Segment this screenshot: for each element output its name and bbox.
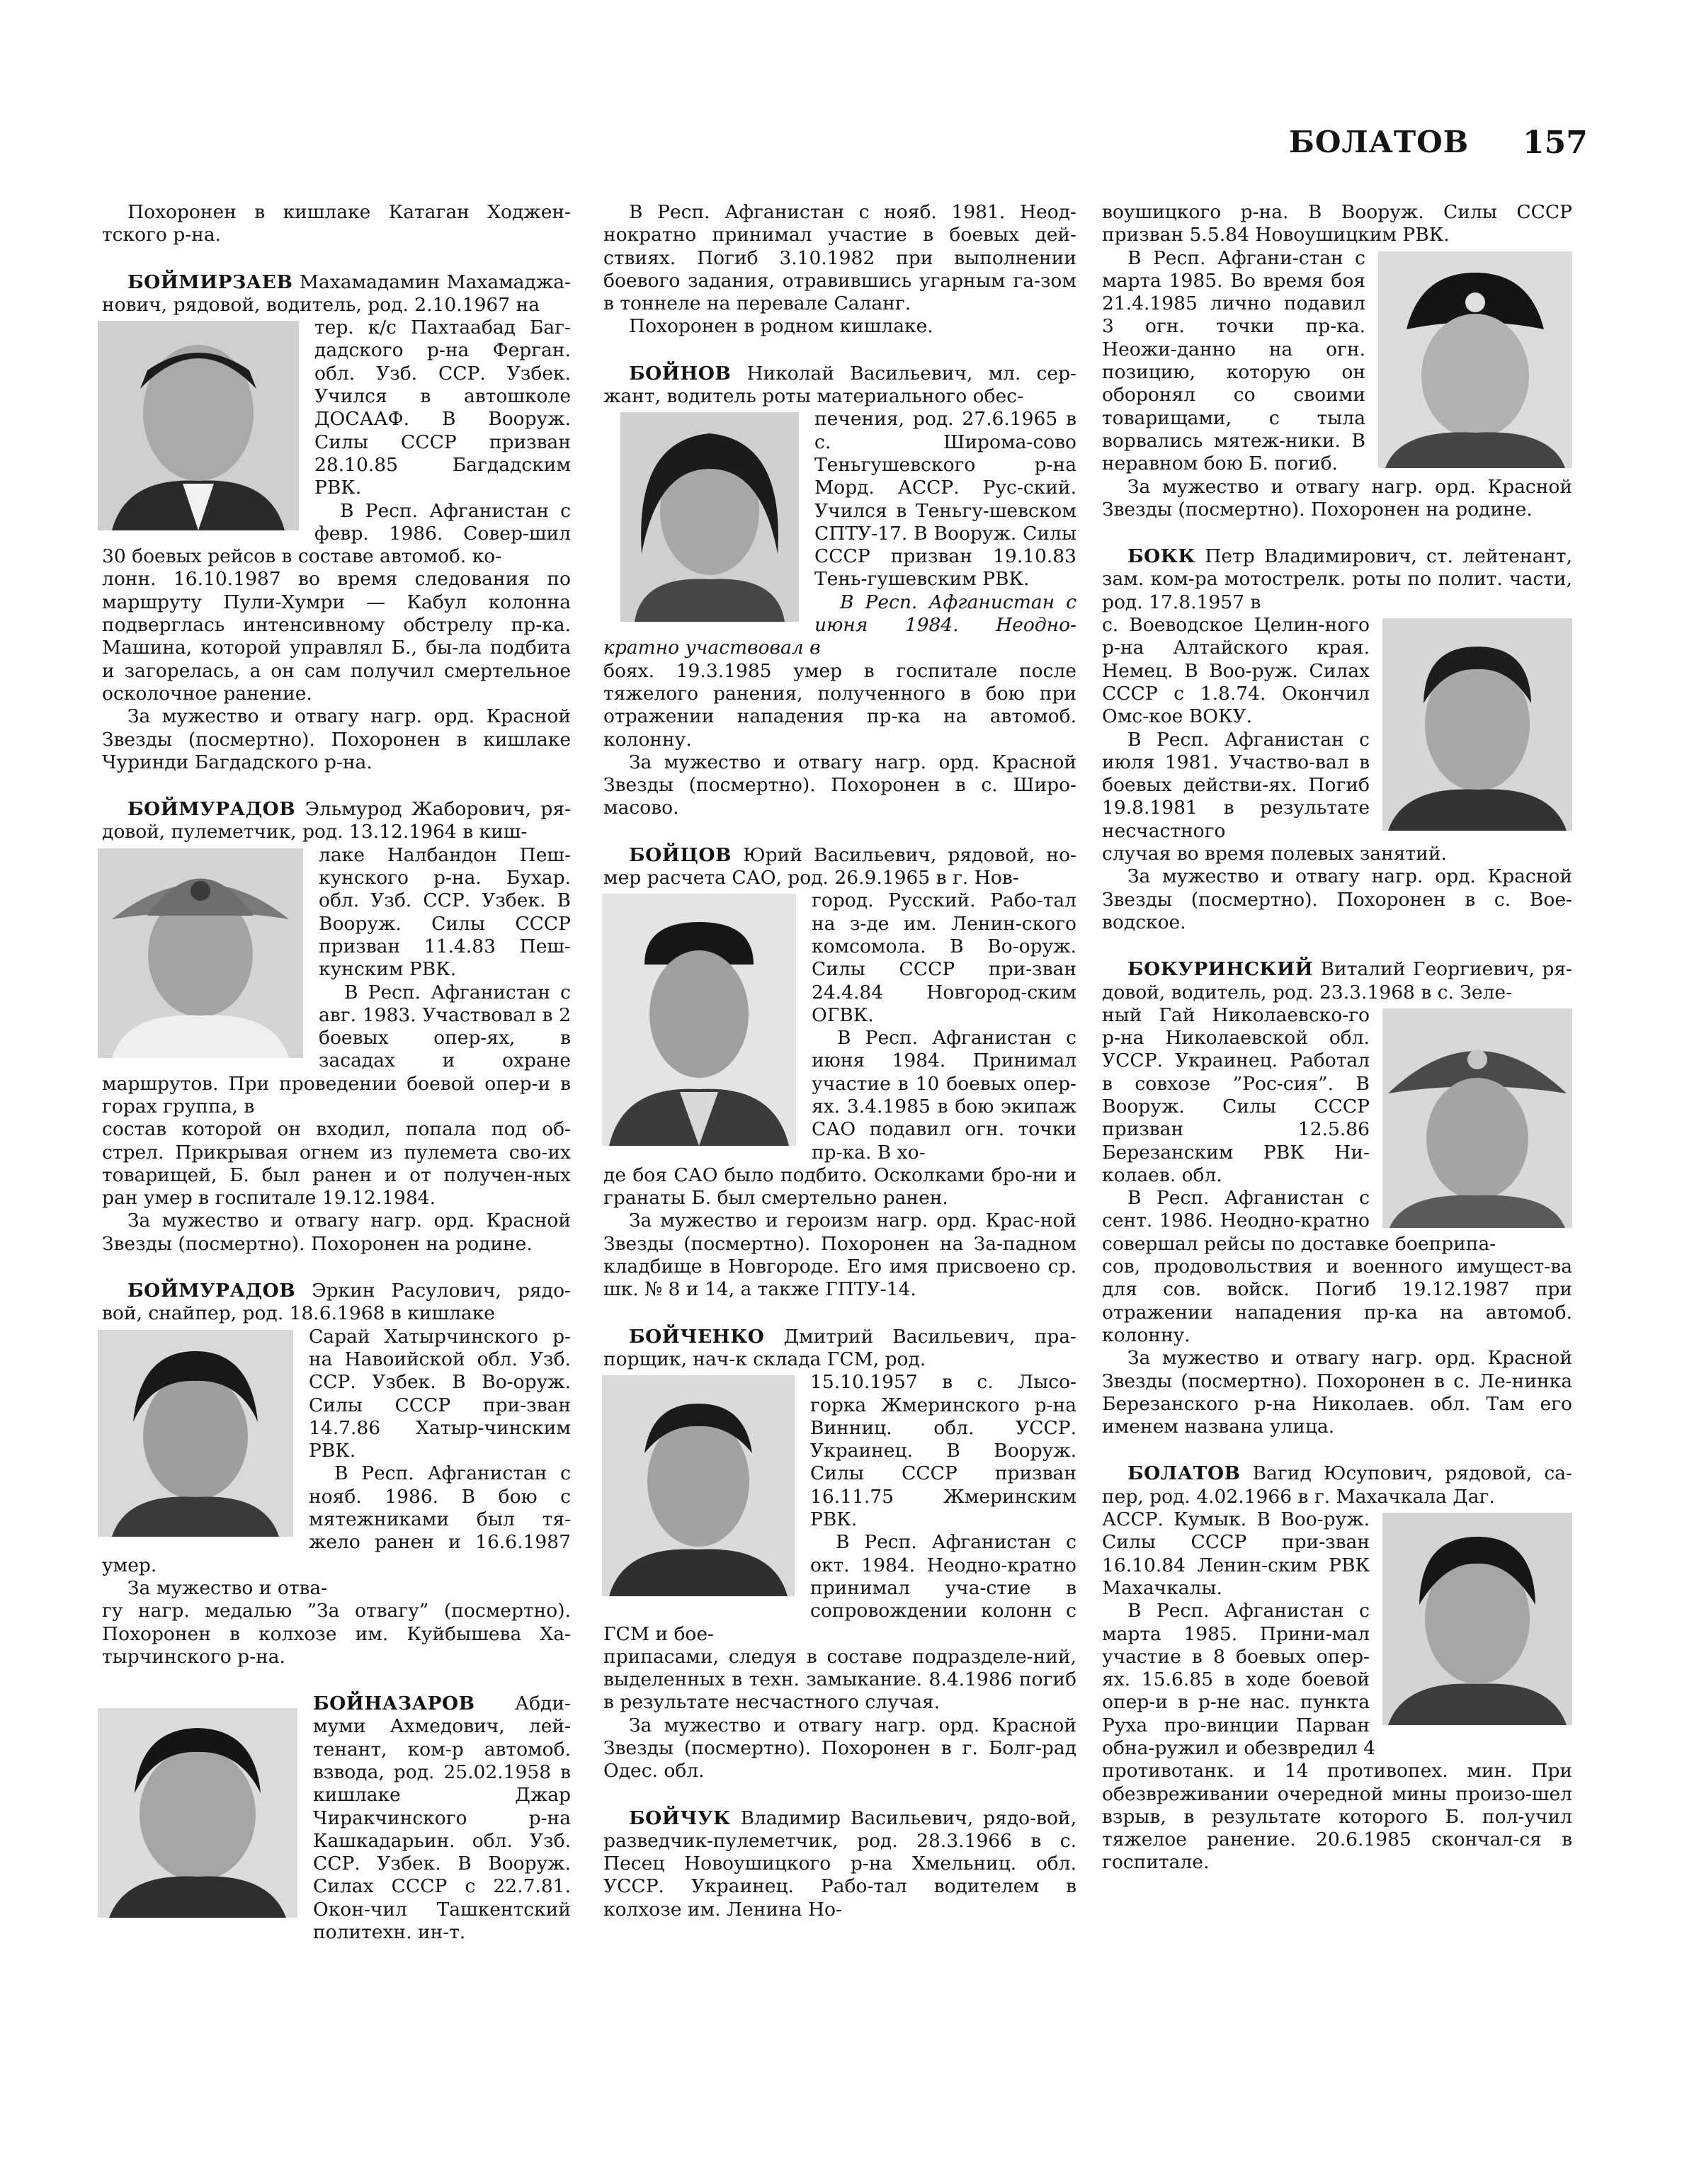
- continued-burial: Похоронен в родном кишлаке.: [629, 315, 933, 338]
- column-2: [603, 201, 1076, 1921]
- entry-boynov-text: печения, род. 27.6.1965 в с. Широма-сово Теньгушевского р-на Морд. АССР. Рус-ский. Учился в Теньгу-шевском СПТУ-17. В Вооруж. Силы СССР призван 19.10.83 Тень-гушевским РВК.: [814, 408, 1076, 591]
- intro-text: Похоронен в кишлаке Катаган Ходжен-тского р-на.: [102, 201, 571, 246]
- entry-bokurinsky-lead: БОКУРИНСКИЙ Виталий Георгиевич, ря-довой, водитель, род. 23.3.1968 в с. Зеле-: [1102, 958, 1572, 1003]
- entry-name: БОЙЦОВ: [629, 843, 732, 866]
- continued-text: В Респ. Афганистан с нояб. 1981. Неод-нократно принимал участие в боевых дей-ствиях. Погиб 3.10.1982 при выполнении боевого задания, отравившись угарным га-зом в тоннеле на перевале Саланг.: [603, 201, 1076, 315]
- column-1: [102, 201, 571, 1944]
- entry-boynov-death: боях. 19.3.1985 умер в госпитале после тяжелого ранения, полученного в бою при отражении нападения пр-ка на автомоб. колонну.: [603, 659, 1076, 751]
- entry-boynov-service: В Респ. Афганистан с июня 1984. Неодно-кратно участвовал в: [603, 591, 1076, 659]
- entry-bokk-award: За мужество и отвагу нагр. орд. Красной Звезды (посмертно). Похоронен в с. Вое-водское.: [1102, 865, 1572, 933]
- entry-boymuradov-2-award-start: За мужество и отва-: [127, 1576, 328, 1599]
- entry-boychenko-award: За мужество и отвагу нагр. орд. Красной Звезды (посмертно). Похоронен в г. Болг-рад Одес. обл.: [603, 1714, 1076, 1782]
- entry-boytsov-lead: БОЙЦОВ Юрий Васильевич, рядовой, но-мер расчета САО, род. 26.9.1965 в г. Нов-: [603, 843, 1076, 889]
- entry-boymuradov-2-text: Сарай Хатырчинского р-на Навоийской обл. Узб. ССР. Узбек. В Во-оруж. Силы СССР при-зван 14.7.86 Хатыр-чинским РВК.: [309, 1325, 571, 1462]
- entry-boymirzaev-service: В Респ. Афганистан с февр. 1986. Совер-шил 30 боевых рейсов в составе автомоб. ко-: [102, 499, 571, 568]
- entry-boymuradov-2-service: В Респ. Афганистан с нояб. 1986. В бою с мятежниками был тя-жело ранен и 16.6.1987 умер.: [102, 1462, 571, 1576]
- entry-bolatov-service: В Респ. Афганистан с марта 1985. Прини-мал участие в 8 боевых опер-ях. 15.6.85 в ходе боевой опер-и в р-не нас. пункта Руха про-винции Парван обна-ружил и обезвредил 4: [1102, 1600, 1375, 1759]
- continued-award: За мужество и отвагу нагр. орд. Красной Звезды (посмертно). Похоронен на родине.: [1102, 475, 1572, 521]
- entry-bokk-service: В Респ. Афганистан с июля 1981. Участво-вал в боевых действи-ях. Погиб 19.8.1981 в результате несчастного: [1102, 728, 1370, 842]
- column-3: [1102, 201, 1572, 1875]
- entry-bokk-death: случая во время полевых занятий.: [1102, 843, 1447, 865]
- entry-boytsov-service: В Респ. Афганистан с июня 1984. Принимал участие в 10 боевых опер-ях. 3.4.1985 в бою экипаж САО подавил огн. точки пр-ка. В хо-: [812, 1027, 1076, 1164]
- entry-name: БОЙМУРАДОВ: [127, 798, 296, 821]
- entry-name: БОЙМИРЗАЕВ: [127, 271, 293, 293]
- continued-text: воушицкого р-на. В Вооруж. Силы СССР призван 5.5.84 Новоушицким РВК.: [1102, 201, 1572, 246]
- entry-boymuradov-1-death: состав которой он входил, попала под об-стрел. Прикрывая огнем из пулемета сво-их товарищей, Б. был ранен и от получен-ных ран умер в госпитале 19.12.1984.: [102, 1118, 571, 1210]
- entry-bokurinsky-service: В Респ. Афганистан с сент. 1986. Неодно-кратно совершал рейсы по доставке боеприпа-: [1102, 1187, 1496, 1255]
- entry-boymuradov-1-lead: БОЙМУРАДОВ Эльмурод Жаборович, ря-довой, пулеметчик, род. 13.12.1964 в киш-: [102, 798, 571, 843]
- entry-boymuradov-1-text: лаке Налбандон Пеш-кунского р-на. Бухар. обл. Узб. ССР. Узбек. В Вооруж. Силы СССР призван 11.4.83 Пеш-кунским РВК.: [319, 843, 571, 981]
- entry-boymuradov-2-lead: БОЙМУРАДОВ Эркин Расулович, рядо-вой, снайпер, род. 18.6.1968 в кишлаке: [102, 1280, 571, 1325]
- portrait-photo: [1382, 618, 1572, 831]
- portrait-photo: [98, 1330, 293, 1537]
- entry-boychenko-text: 15.10.1957 в с. Лысо-горка Жмеринского р-на Винниц. обл. УССР. Украинец. В Вооруж. Силы СССР призван 16.11.75 Жмеринским РВК.: [810, 1371, 1076, 1531]
- entry-boymirzaev-award: За мужество и отвагу нагр. орд. Красной Звезды (посмертно). Похоронен в кишлаке Чуринди Багдадского р-на.: [102, 705, 571, 773]
- entry-bokurinsky-text: ный Гай Николаевско-го р-на Николаевской обл. УССР. Украинец. Работал в совхозе ”Рос-сия”. В Вооруж. Силы СССР призван 12.5.86 Березанским РВК Ни-колаев. обл.: [1102, 1003, 1370, 1186]
- entry-boychuk-lead: БОЙЧУК Владимир Васильевич, рядо-вой, разведчик-пулеметчик, род. 28.3.1966 в с. Песец Новоушицкого р-на Хмельниц. обл. УССР. Украинец. Рабо-тал водителем в колхозе им. Ленина Но-: [603, 1807, 1076, 1921]
- entry-boynov-award: За мужество и отвагу нагр. орд. Красной Звезды (посмертно). Похоронен в с. Широ-масово.: [603, 751, 1076, 819]
- entry-boynov-lead: БОЙНОВ Николай Васильевич, мл. сер-жант, водитель роты материального обес-: [603, 362, 1076, 408]
- portrait-photo: [602, 1375, 795, 1596]
- entry-boytsov-text: город. Русский. Рабо-тал на з-де им. Ленин-ского комсомола. В Во-оруж. Силы СССР при-зван 24.4.84 Новгород-ским ОГВК.: [812, 889, 1076, 1026]
- running-head: БОЛАТОВ: [1289, 125, 1470, 159]
- entry-boymirzaev-death: лонн. 16.10.1987 во время следования по маршруту Пули-Хумри — Кабул колонна подверглась интенсивному обстрелу пр-ка. Машина, которой управлял Б., бы-ла подбита и загорелась, а он сам получил смертельное осколочное ранение.: [102, 568, 571, 705]
- continued-service: В Респ. Афгани-стан с марта 1985. Во время боя 21.4.1985 лично подавил 3 огн. точки пр-ка. Неожи-данно на огн. позицию, которую он оборонял со своими товарищами, с тыла ворвались мятеж-ники. В неравном бою Б. погиб.: [1102, 246, 1365, 475]
- portrait-photo: [1382, 1008, 1572, 1228]
- entry-name: БОЙЧЕНКО: [629, 1325, 765, 1348]
- entry-boymuradov-2-award: гу нагр. медалью ”За отвагу” (посмертно). Похоронен в колхозе им. Куйбышева Ха-тырчинского р-на.: [102, 1600, 571, 1668]
- entry-bolatov-text: АССР. Кумык. В Воо-руж. Силы СССР при-зван 16.10.84 Ленин-ским РВК Махачкалы.: [1102, 1508, 1370, 1599]
- entry-name: БОКК: [1127, 545, 1195, 568]
- entry-boymuradov-1-award: За мужество и отвагу нагр. орд. Красной Звезды (посмертно). Похоронен на родине.: [102, 1210, 571, 1255]
- entry-name: БОЙМУРАДОВ: [127, 1280, 296, 1302]
- entry-name: БОЙНОВ: [629, 362, 732, 385]
- entry-name: БОКУРИНСКИЙ: [1127, 958, 1314, 981]
- entry-bolatov-death: противотанк. и 14 противопех. мин. При обезвреживании очередной мины произо-шел взрыв, в результате которого Б. пол-учил тяжелое ранение. 20.6.1985 скончал-ся в госпитале.: [1102, 1760, 1572, 1874]
- entry-boymirzaev-lead: БОЙМИРЗАЕВ Махамадамин Махамаджа-нович, рядовой, водитель, род. 2.10.1967 на: [102, 271, 571, 316]
- entry-bolatov-lead: БОЛАТОВ Вагид Юсупович, рядовой, са-пер, род. 4.02.1966 в г. Махачкала Даг.: [1102, 1462, 1572, 1508]
- entry-bokurinsky-death: сов, продовольствия и военного имущест-ва для сов. войск. Погиб 19.12.1987 при отражении нападения пр-ка на автомоб. колонну.: [1102, 1256, 1572, 1346]
- portrait-photo: [1382, 1513, 1572, 1725]
- entry-name: БОЛАТОВ: [1127, 1462, 1241, 1485]
- portrait-photo: [98, 321, 299, 530]
- portrait-photo: [602, 894, 796, 1146]
- portrait-photo: [98, 848, 303, 1058]
- entry-name: БОЙНАЗАРОВ: [313, 1693, 475, 1715]
- portrait-photo: [1378, 251, 1572, 468]
- entry-bokk-lead: БОКК Петр Владимирович, ст. лейтенант, зам. ком-ра мотострелк. роты по полит. части, род. 17.8.1957 в: [1102, 545, 1572, 613]
- entry-boychenko-death: припасами, следуя в составе подразделе-ний, выделенных в техн. замыкание. 8.4.1986 погиб в результате несчастного случая.: [603, 1645, 1076, 1714]
- entry-boytsov-award: За мужество и героизм нагр. орд. Крас-ной Звезды (посмертно). Похоронен на За-падном кладбище в Новгороде. Его имя присвоено ср. шк. № 8 и 14, а также ГПТУ-14.: [603, 1210, 1076, 1301]
- entry-boymuradov-1-service: В Респ. Афганистан с авг. 1983. Участвовал в 2 боевых опер-ях, в засадах и охране маршрутов. При проведении боевой опер-и в горах группа, в: [102, 981, 571, 1117]
- entry-name: БОЙЧУК: [629, 1807, 731, 1829]
- entry-boymirzaev-text: тер. к/с Пахтаабад Баг-дадского р-на Ферган. обл. Узб. ССР. Узбек. Учился в автошколе ДОСААФ. В Вооруж. Силы СССР призван 28.10.85 Багдадским РВК.: [314, 317, 571, 499]
- portrait-photo: [620, 412, 799, 622]
- entry-bokk-text: с. Воеводское Целин-ного р-на Алтайского края. Немец. В Воо-руж. Силах СССР с 1.8.74. Окончил Омс-кое ВОКУ.: [1102, 614, 1370, 728]
- entry-bokurinsky-award: За мужество и отвагу нагр. орд. Красной Звезды (посмертно). Похоронен в с. Ле-нинка Березанского р-на Николаев. обл. Там его именем названа улица.: [1102, 1347, 1572, 1438]
- page-number: 157: [1523, 125, 1588, 161]
- entry-boytsov-death: де боя САО было подбито. Осколками бро-ни и гранаты Б. был смертельно ранен.: [603, 1164, 1076, 1210]
- entry-boychenko-lead: БОЙЧЕНКО Дмитрий Васильевич, пра-порщик, нач-к склада ГСМ, род.: [603, 1325, 1076, 1370]
- entry-boychenko-service: В Респ. Афганистан с окт. 1984. Неодно-кратно принимал уча-стие в сопровождении колонн с ГСМ и бое-: [603, 1531, 1076, 1645]
- portrait-photo: [98, 1708, 297, 1918]
- entry-boynazarov-lead: БОЙНАЗАРОВ Абди-муми Ахмедович, лей-тенант, ком-р автомоб. взвода, род. 25.02.1958 в кишлаке Джар Чиракчинского р-на Кашкадарьин. обл. Узб. ССР. Узбек. В Вооруж. Силах СССР с 22.7.81. Окон-чил Ташкентский политехн. ин-т.: [313, 1693, 571, 1944]
